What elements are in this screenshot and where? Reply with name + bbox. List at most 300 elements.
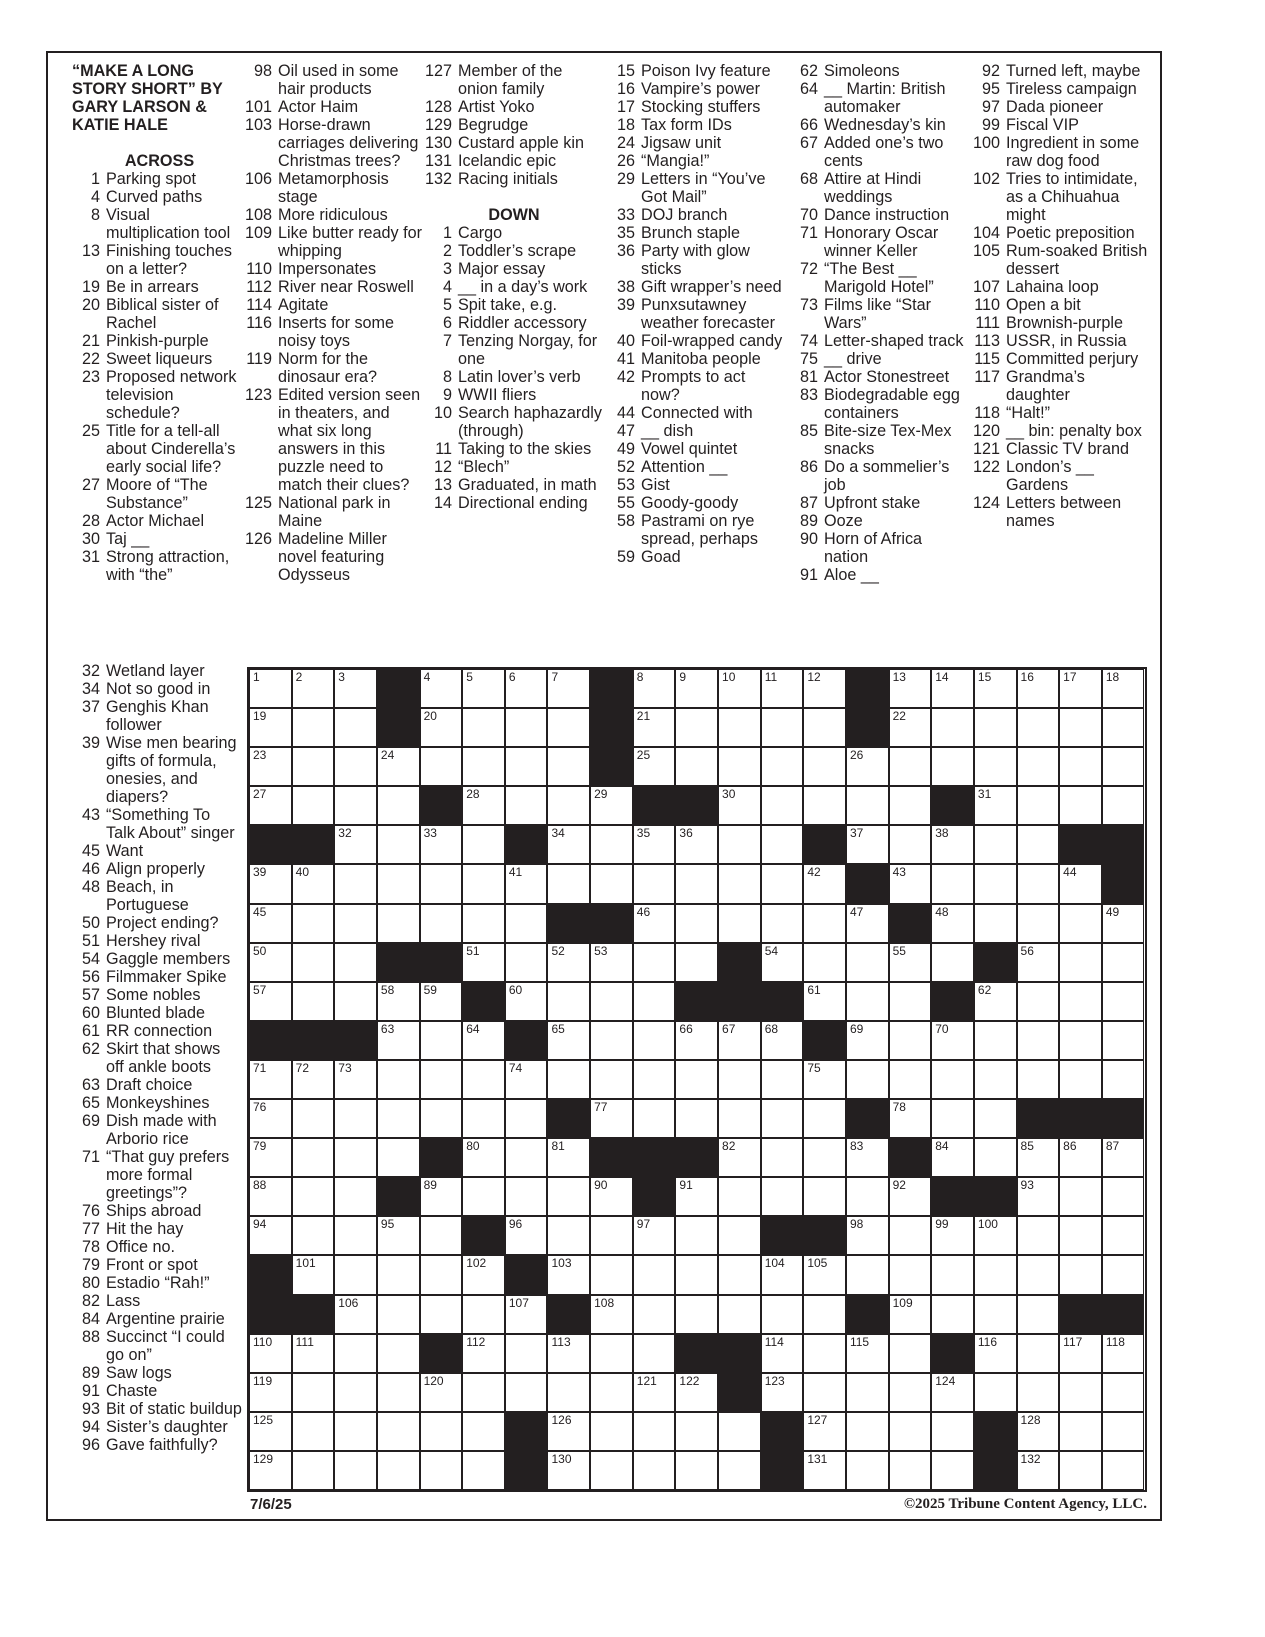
grid-cell[interactable] bbox=[292, 1255, 335, 1294]
across-clue[interactable] bbox=[244, 494, 424, 530]
down-clue[interactable] bbox=[424, 404, 604, 440]
down-clue[interactable] bbox=[790, 530, 970, 566]
grid-cell[interactable] bbox=[249, 943, 292, 982]
across-clue[interactable] bbox=[72, 968, 242, 986]
across-clue[interactable] bbox=[72, 170, 247, 188]
grid-cell[interactable] bbox=[1059, 1138, 1102, 1177]
grid-cell[interactable] bbox=[675, 669, 718, 708]
grid-cell[interactable] bbox=[846, 747, 889, 786]
grid-cell[interactable] bbox=[803, 1060, 846, 1099]
grid-cell[interactable] bbox=[931, 708, 974, 747]
grid-cell[interactable] bbox=[1017, 1216, 1060, 1255]
grid-cell[interactable] bbox=[889, 1451, 932, 1490]
down-clue[interactable] bbox=[424, 386, 604, 404]
grid-cell[interactable] bbox=[633, 1255, 676, 1294]
across-clue[interactable] bbox=[72, 1256, 242, 1274]
grid-cell[interactable] bbox=[1059, 1060, 1102, 1099]
grid-cell[interactable] bbox=[803, 864, 846, 903]
down-clue[interactable] bbox=[607, 224, 787, 242]
down-clue[interactable] bbox=[972, 80, 1152, 98]
down-clue[interactable] bbox=[790, 170, 970, 206]
grid-cell[interactable] bbox=[334, 904, 377, 943]
across-clue[interactable] bbox=[72, 1310, 242, 1328]
grid-cell[interactable] bbox=[846, 1021, 889, 1060]
grid-cell[interactable] bbox=[761, 904, 804, 943]
grid-cell[interactable] bbox=[590, 825, 633, 864]
grid-cell[interactable] bbox=[974, 1138, 1017, 1177]
grid-cell[interactable] bbox=[547, 1060, 590, 1099]
across-clue[interactable] bbox=[72, 332, 247, 350]
grid-cell[interactable] bbox=[846, 1216, 889, 1255]
grid-cell[interactable] bbox=[334, 1177, 377, 1216]
grid-cell[interactable] bbox=[675, 1373, 718, 1412]
grid-cell[interactable] bbox=[974, 825, 1017, 864]
down-clue[interactable] bbox=[790, 206, 970, 224]
grid-cell[interactable] bbox=[505, 1138, 548, 1177]
grid-cell[interactable] bbox=[334, 982, 377, 1021]
down-clue[interactable] bbox=[424, 458, 604, 476]
grid-cell[interactable] bbox=[377, 1138, 420, 1177]
grid-cell[interactable] bbox=[249, 1334, 292, 1373]
across-clue[interactable] bbox=[424, 116, 604, 134]
grid-cell[interactable] bbox=[718, 1216, 761, 1255]
grid-cell[interactable] bbox=[292, 1373, 335, 1412]
grid-cell[interactable] bbox=[334, 1295, 377, 1334]
down-clue[interactable] bbox=[972, 170, 1152, 224]
across-clue[interactable] bbox=[72, 860, 242, 878]
down-clue[interactable] bbox=[607, 62, 787, 80]
grid-cell[interactable] bbox=[1102, 1060, 1145, 1099]
grid-cell[interactable] bbox=[1059, 904, 1102, 943]
grid-cell[interactable] bbox=[249, 904, 292, 943]
grid-cell[interactable] bbox=[718, 708, 761, 747]
grid-cell[interactable] bbox=[1059, 1412, 1102, 1451]
grid-cell[interactable] bbox=[292, 943, 335, 982]
grid-cell[interactable] bbox=[420, 1373, 463, 1412]
grid-cell[interactable] bbox=[547, 982, 590, 1021]
grid-cell[interactable] bbox=[889, 708, 932, 747]
grid-cell[interactable] bbox=[1102, 1177, 1145, 1216]
grid-cell[interactable] bbox=[889, 669, 932, 708]
grid-cell[interactable] bbox=[547, 786, 590, 825]
grid-cell[interactable] bbox=[462, 786, 505, 825]
down-clue[interactable] bbox=[972, 494, 1152, 530]
grid-cell[interactable] bbox=[675, 1412, 718, 1451]
down-clue[interactable] bbox=[790, 386, 970, 422]
down-clue[interactable] bbox=[790, 134, 970, 170]
across-clue[interactable] bbox=[72, 1094, 242, 1112]
grid-cell[interactable] bbox=[761, 1373, 804, 1412]
grid-cell[interactable] bbox=[249, 1373, 292, 1412]
across-clue[interactable] bbox=[424, 134, 604, 152]
grid-cell[interactable] bbox=[249, 1216, 292, 1255]
grid-cell[interactable] bbox=[249, 864, 292, 903]
grid-cell[interactable] bbox=[420, 669, 463, 708]
grid-cell[interactable] bbox=[675, 1295, 718, 1334]
grid-cell[interactable] bbox=[590, 1295, 633, 1334]
across-clue[interactable] bbox=[244, 170, 424, 206]
grid-cell[interactable] bbox=[846, 1255, 889, 1294]
grid-cell[interactable] bbox=[931, 825, 974, 864]
across-clue[interactable] bbox=[72, 1418, 242, 1436]
grid-cell[interactable] bbox=[1059, 1334, 1102, 1373]
grid-cell[interactable] bbox=[462, 1060, 505, 1099]
grid-cell[interactable] bbox=[334, 1060, 377, 1099]
grid-cell[interactable] bbox=[505, 747, 548, 786]
grid-cell[interactable] bbox=[377, 747, 420, 786]
down-clue[interactable] bbox=[972, 116, 1152, 134]
grid-cell[interactable] bbox=[292, 1177, 335, 1216]
grid-cell[interactable] bbox=[846, 904, 889, 943]
grid-cell[interactable] bbox=[1017, 1412, 1060, 1451]
grid-cell[interactable] bbox=[1102, 904, 1145, 943]
across-clue[interactable] bbox=[72, 1364, 242, 1382]
grid-cell[interactable] bbox=[846, 1451, 889, 1490]
grid-cell[interactable] bbox=[505, 982, 548, 1021]
grid-cell[interactable] bbox=[931, 1021, 974, 1060]
down-clue[interactable] bbox=[790, 332, 970, 350]
grid-cell[interactable] bbox=[1059, 1216, 1102, 1255]
down-clue[interactable] bbox=[790, 224, 970, 260]
grid-cell[interactable] bbox=[505, 904, 548, 943]
grid-cell[interactable] bbox=[1059, 1177, 1102, 1216]
grid-cell[interactable] bbox=[761, 708, 804, 747]
across-clue[interactable] bbox=[72, 1436, 242, 1454]
across-clue[interactable] bbox=[72, 878, 242, 914]
down-clue[interactable] bbox=[424, 494, 604, 512]
grid-cell[interactable] bbox=[889, 1295, 932, 1334]
across-clue[interactable] bbox=[72, 1202, 242, 1220]
grid-cell[interactable] bbox=[675, 1177, 718, 1216]
grid-cell[interactable] bbox=[931, 864, 974, 903]
grid-cell[interactable] bbox=[590, 1216, 633, 1255]
down-clue[interactable] bbox=[607, 332, 787, 350]
grid-cell[interactable] bbox=[931, 1295, 974, 1334]
grid-cell[interactable] bbox=[590, 943, 633, 982]
grid-cell[interactable] bbox=[462, 825, 505, 864]
across-clue[interactable] bbox=[72, 1220, 242, 1238]
grid-cell[interactable] bbox=[889, 786, 932, 825]
grid-cell[interactable] bbox=[292, 1334, 335, 1373]
grid-cell[interactable] bbox=[462, 1177, 505, 1216]
grid-cell[interactable] bbox=[718, 1177, 761, 1216]
across-clue[interactable] bbox=[72, 1022, 242, 1040]
grid-cell[interactable] bbox=[675, 1099, 718, 1138]
down-clue[interactable] bbox=[972, 242, 1152, 278]
grid-cell[interactable] bbox=[803, 1255, 846, 1294]
across-clue[interactable] bbox=[424, 62, 604, 98]
grid-cell[interactable] bbox=[974, 1099, 1017, 1138]
grid-cell[interactable] bbox=[846, 825, 889, 864]
grid-cell[interactable] bbox=[974, 1216, 1017, 1255]
grid-cell[interactable] bbox=[462, 1021, 505, 1060]
crossword-grid[interactable] bbox=[247, 667, 1147, 1492]
grid-cell[interactable] bbox=[505, 1060, 548, 1099]
grid-cell[interactable] bbox=[377, 1334, 420, 1373]
grid-cell[interactable] bbox=[1017, 904, 1060, 943]
down-clue[interactable] bbox=[972, 368, 1152, 404]
across-clue[interactable] bbox=[72, 1148, 242, 1202]
grid-cell[interactable] bbox=[334, 825, 377, 864]
across-clue[interactable] bbox=[72, 1040, 242, 1076]
down-clue[interactable] bbox=[790, 80, 970, 116]
grid-cell[interactable] bbox=[761, 1060, 804, 1099]
grid-cell[interactable] bbox=[462, 1099, 505, 1138]
down-clue[interactable] bbox=[607, 134, 787, 152]
grid-cell[interactable] bbox=[505, 943, 548, 982]
grid-cell[interactable] bbox=[803, 1138, 846, 1177]
across-clue[interactable] bbox=[72, 1382, 242, 1400]
grid-cell[interactable] bbox=[420, 1295, 463, 1334]
across-clue[interactable] bbox=[72, 476, 247, 512]
grid-cell[interactable] bbox=[420, 982, 463, 1021]
grid-cell[interactable] bbox=[462, 1412, 505, 1451]
across-clue[interactable] bbox=[72, 1292, 242, 1310]
grid-cell[interactable] bbox=[803, 1177, 846, 1216]
grid-cell[interactable] bbox=[505, 864, 548, 903]
across-clue[interactable] bbox=[72, 296, 247, 332]
grid-cell[interactable] bbox=[931, 1099, 974, 1138]
grid-cell[interactable] bbox=[846, 1138, 889, 1177]
down-clue[interactable] bbox=[972, 332, 1152, 350]
grid-cell[interactable] bbox=[377, 982, 420, 1021]
grid-cell[interactable] bbox=[1102, 1216, 1145, 1255]
grid-cell[interactable] bbox=[761, 1099, 804, 1138]
across-clue[interactable] bbox=[72, 278, 247, 296]
grid-cell[interactable] bbox=[505, 1334, 548, 1373]
down-clue[interactable] bbox=[424, 242, 604, 260]
grid-cell[interactable] bbox=[718, 1138, 761, 1177]
grid-cell[interactable] bbox=[420, 904, 463, 943]
grid-cell[interactable] bbox=[718, 1099, 761, 1138]
grid-cell[interactable] bbox=[974, 1334, 1017, 1373]
grid-cell[interactable] bbox=[547, 1177, 590, 1216]
grid-cell[interactable] bbox=[377, 1216, 420, 1255]
down-clue[interactable] bbox=[607, 476, 787, 494]
grid-cell[interactable] bbox=[249, 1451, 292, 1490]
grid-cell[interactable] bbox=[1017, 1334, 1060, 1373]
grid-cell[interactable] bbox=[547, 1334, 590, 1373]
grid-cell[interactable] bbox=[462, 1255, 505, 1294]
grid-cell[interactable] bbox=[633, 1060, 676, 1099]
across-clue[interactable] bbox=[244, 530, 424, 584]
grid-cell[interactable] bbox=[1017, 1021, 1060, 1060]
grid-cell[interactable] bbox=[547, 1021, 590, 1060]
grid-cell[interactable] bbox=[292, 1060, 335, 1099]
grid-cell[interactable] bbox=[675, 747, 718, 786]
grid-cell[interactable] bbox=[377, 825, 420, 864]
grid-cell[interactable] bbox=[633, 1295, 676, 1334]
grid-cell[interactable] bbox=[761, 825, 804, 864]
grid-cell[interactable] bbox=[889, 982, 932, 1021]
grid-cell[interactable] bbox=[803, 1412, 846, 1451]
grid-cell[interactable] bbox=[334, 1373, 377, 1412]
across-clue[interactable] bbox=[72, 842, 242, 860]
grid-cell[interactable] bbox=[292, 747, 335, 786]
grid-cell[interactable] bbox=[889, 1060, 932, 1099]
grid-cell[interactable] bbox=[334, 1451, 377, 1490]
grid-cell[interactable] bbox=[675, 1060, 718, 1099]
grid-cell[interactable] bbox=[1059, 1373, 1102, 1412]
grid-cell[interactable] bbox=[1102, 1451, 1145, 1490]
down-clue[interactable] bbox=[607, 206, 787, 224]
down-clue[interactable] bbox=[424, 440, 604, 458]
grid-cell[interactable] bbox=[292, 1412, 335, 1451]
grid-cell[interactable] bbox=[931, 904, 974, 943]
grid-cell[interactable] bbox=[1059, 943, 1102, 982]
grid-cell[interactable] bbox=[974, 1295, 1017, 1334]
grid-cell[interactable] bbox=[292, 669, 335, 708]
grid-cell[interactable] bbox=[590, 1373, 633, 1412]
grid-cell[interactable] bbox=[675, 1216, 718, 1255]
grid-cell[interactable] bbox=[505, 1099, 548, 1138]
grid-cell[interactable] bbox=[718, 904, 761, 943]
grid-cell[interactable] bbox=[547, 1138, 590, 1177]
grid-cell[interactable] bbox=[1017, 786, 1060, 825]
across-clue[interactable] bbox=[72, 530, 247, 548]
grid-cell[interactable] bbox=[1102, 1334, 1145, 1373]
grid-cell[interactable] bbox=[1017, 1138, 1060, 1177]
grid-cell[interactable] bbox=[547, 1373, 590, 1412]
across-clue[interactable] bbox=[244, 116, 424, 170]
grid-cell[interactable] bbox=[590, 1177, 633, 1216]
down-clue[interactable] bbox=[607, 494, 787, 512]
down-clue[interactable] bbox=[424, 314, 604, 332]
grid-cell[interactable] bbox=[889, 1177, 932, 1216]
grid-cell[interactable] bbox=[1102, 1412, 1145, 1451]
across-clue[interactable] bbox=[244, 62, 424, 98]
grid-cell[interactable] bbox=[420, 1216, 463, 1255]
grid-cell[interactable] bbox=[377, 1295, 420, 1334]
grid-cell[interactable] bbox=[889, 1099, 932, 1138]
grid-cell[interactable] bbox=[334, 708, 377, 747]
grid-cell[interactable] bbox=[1017, 943, 1060, 982]
across-clue[interactable] bbox=[72, 806, 242, 842]
grid-cell[interactable] bbox=[292, 1451, 335, 1490]
grid-cell[interactable] bbox=[590, 1255, 633, 1294]
grid-cell[interactable] bbox=[931, 1060, 974, 1099]
down-clue[interactable] bbox=[607, 512, 787, 548]
down-clue[interactable] bbox=[790, 350, 970, 368]
grid-cell[interactable] bbox=[974, 1060, 1017, 1099]
down-clue[interactable] bbox=[424, 296, 604, 314]
grid-cell[interactable] bbox=[1059, 1451, 1102, 1490]
grid-cell[interactable] bbox=[1059, 708, 1102, 747]
down-clue[interactable] bbox=[607, 170, 787, 206]
across-clue[interactable] bbox=[244, 386, 424, 494]
grid-cell[interactable] bbox=[334, 1255, 377, 1294]
down-clue[interactable] bbox=[972, 98, 1152, 116]
across-clue[interactable] bbox=[72, 548, 247, 584]
grid-cell[interactable] bbox=[803, 943, 846, 982]
grid-cell[interactable] bbox=[889, 943, 932, 982]
across-clue[interactable] bbox=[244, 206, 424, 224]
grid-cell[interactable] bbox=[633, 1451, 676, 1490]
grid-cell[interactable] bbox=[803, 786, 846, 825]
down-clue[interactable] bbox=[607, 404, 787, 422]
grid-cell[interactable] bbox=[889, 825, 932, 864]
down-clue[interactable] bbox=[424, 332, 604, 368]
down-clue[interactable] bbox=[607, 80, 787, 98]
down-clue[interactable] bbox=[790, 116, 970, 134]
across-clue[interactable] bbox=[72, 932, 242, 950]
grid-cell[interactable] bbox=[292, 864, 335, 903]
grid-cell[interactable] bbox=[547, 669, 590, 708]
grid-cell[interactable] bbox=[547, 943, 590, 982]
across-clue[interactable] bbox=[424, 170, 604, 188]
grid-cell[interactable] bbox=[334, 864, 377, 903]
grid-cell[interactable] bbox=[420, 747, 463, 786]
grid-cell[interactable] bbox=[803, 708, 846, 747]
down-clue[interactable] bbox=[972, 458, 1152, 494]
grid-cell[interactable] bbox=[1017, 982, 1060, 1021]
grid-cell[interactable] bbox=[1017, 825, 1060, 864]
grid-cell[interactable] bbox=[334, 1099, 377, 1138]
grid-cell[interactable] bbox=[590, 1021, 633, 1060]
grid-cell[interactable] bbox=[633, 904, 676, 943]
grid-cell[interactable] bbox=[1059, 786, 1102, 825]
down-clue[interactable] bbox=[607, 458, 787, 476]
grid-cell[interactable] bbox=[718, 1451, 761, 1490]
grid-cell[interactable] bbox=[974, 708, 1017, 747]
grid-cell[interactable] bbox=[1059, 747, 1102, 786]
grid-cell[interactable] bbox=[547, 825, 590, 864]
grid-cell[interactable] bbox=[1017, 1060, 1060, 1099]
grid-cell[interactable] bbox=[1102, 786, 1145, 825]
down-clue[interactable] bbox=[607, 368, 787, 404]
grid-cell[interactable] bbox=[462, 669, 505, 708]
grid-cell[interactable] bbox=[505, 708, 548, 747]
down-clue[interactable] bbox=[972, 404, 1152, 422]
across-clue[interactable] bbox=[72, 914, 242, 932]
grid-cell[interactable] bbox=[590, 1451, 633, 1490]
grid-cell[interactable] bbox=[505, 1216, 548, 1255]
grid-cell[interactable] bbox=[462, 1451, 505, 1490]
grid-cell[interactable] bbox=[1102, 669, 1145, 708]
grid-cell[interactable] bbox=[590, 1099, 633, 1138]
grid-cell[interactable] bbox=[249, 1412, 292, 1451]
across-clue[interactable] bbox=[72, 1238, 242, 1256]
grid-cell[interactable] bbox=[803, 904, 846, 943]
grid-cell[interactable] bbox=[420, 1060, 463, 1099]
grid-cell[interactable] bbox=[377, 1373, 420, 1412]
grid-cell[interactable] bbox=[633, 1412, 676, 1451]
down-clue[interactable] bbox=[607, 152, 787, 170]
grid-cell[interactable] bbox=[974, 864, 1017, 903]
grid-cell[interactable] bbox=[462, 708, 505, 747]
grid-cell[interactable] bbox=[1059, 864, 1102, 903]
grid-cell[interactable] bbox=[846, 1334, 889, 1373]
grid-cell[interactable] bbox=[761, 1255, 804, 1294]
down-clue[interactable] bbox=[972, 422, 1152, 440]
across-clue[interactable] bbox=[244, 278, 424, 296]
across-clue[interactable] bbox=[244, 224, 424, 260]
grid-cell[interactable] bbox=[1102, 1021, 1145, 1060]
grid-cell[interactable] bbox=[931, 747, 974, 786]
grid-cell[interactable] bbox=[718, 1021, 761, 1060]
grid-cell[interactable] bbox=[377, 1451, 420, 1490]
grid-cell[interactable] bbox=[889, 1373, 932, 1412]
across-clue[interactable] bbox=[72, 950, 242, 968]
across-clue[interactable] bbox=[244, 296, 424, 314]
grid-cell[interactable] bbox=[803, 1373, 846, 1412]
grid-cell[interactable] bbox=[761, 1177, 804, 1216]
grid-cell[interactable] bbox=[377, 1021, 420, 1060]
across-clue[interactable] bbox=[72, 734, 242, 806]
down-clue[interactable] bbox=[790, 494, 970, 512]
grid-cell[interactable] bbox=[675, 1451, 718, 1490]
grid-cell[interactable] bbox=[633, 1216, 676, 1255]
